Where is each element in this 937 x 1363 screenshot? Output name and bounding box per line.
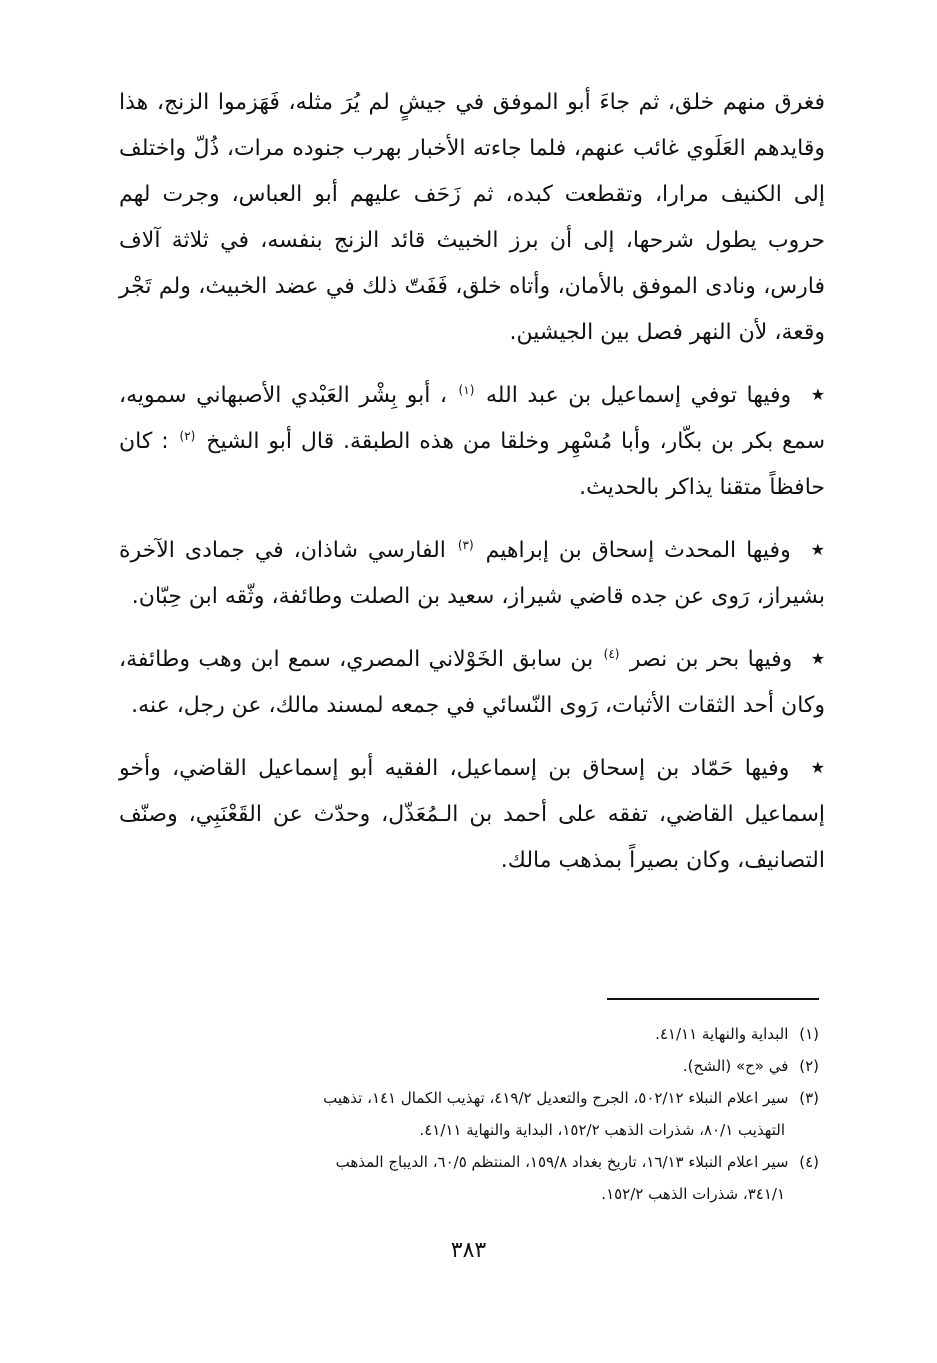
star-icon: ★ [810,649,826,668]
footnote-reference[interactable]: (١) [458,382,475,397]
paragraph-text: وفيها بحر بن نصر [629,647,793,672]
paragraph-text: فغرق منهم خلق، ثم جاءَ أبو الموفق في جيشٍ لم يُرَ مثله، فَهَزموا الزنج، هذا وقايدهم العَلَوي غائب عنهم، فلما جاءته الأخبار بهرب جنوده مرات، ذُلّ واختلف إلى الكنيف مرارا، وتقطعت كبده، ثم زَحَف عليهم أبو العباس، وجرت لهم حروب يطول شرحها، إلى أن برز الخبيث قائد الزنج بنفسه، في ثلاثة آلاف فارس، ونادى الموفق بالأمان، وأتاه خلق، فَفَتّ ذلك في عضد الخبيث، ولم تَجْر وقعة، لأن النهر فصل بين الجيشين. [119,90,825,345]
footnote-continuation: التهذيب ٨٠/١، شذرات الذهب ١٥٢/٢، البداية والنهاية ٤١/١١. [419,1121,785,1139]
paragraph [119,636,825,729]
main-text [119,80,825,884]
paragraph [119,527,825,620]
paragraph-text: وفيها توفي إسماعيل بن عبد الله [485,383,792,408]
footnote-text: سير اعلام النبلاء ١٦/١٣، تاريخ بغداد ١٥٩/٨، المنتظم ٦٠/٥، الديباج المذهب [335,1153,789,1171]
footnote [119,1050,819,1082]
star-icon: ★ [810,540,825,559]
footnote-text: البداية والنهاية ٤١/١١. [655,1025,789,1043]
footnote [119,1146,819,1210]
paragraph-text: وفيها المحدث إسحاق بن إبراهيم [485,538,791,563]
footnote-reference[interactable]: (٣) [457,537,474,552]
paragraph-text: بن سابق الخَوْلاني المصري، سمع ابن وهب وطائفة، وكان أحد الثقات الأثبات، رَوى النّسائي في جمعه لمسند مالك، عن رجل، عنه. [119,647,825,718]
paragraph-text: وفيها حَمّاد بن إسحاق بن إسماعيل، الفقيه أبو إسماعيل القاضي، وأخو إسماعيل القاضي، تفقه على أحمد بن الـمُعَذّل، وحدّث عن القَعْنَبِي، وصنّف التصانيف، وكان بصيراً بمذهب مالك. [119,756,825,873]
footnote [119,1082,819,1146]
footnote-marker: (١) [799,1025,819,1043]
footnote-text: سير اعلام النبلاء ٥٠٢/١٢، الجرح والتعديل ٤١٩/٢، تهذيب الكمال ١٤١، تذهيب [323,1089,789,1107]
footnotes [119,1018,819,1210]
footnote-reference[interactable]: (٢) [179,428,196,443]
paragraph-text: ، أبو بِشْر العَبْدي الأصبهاني سمويه، سمع بكر بن بكّار، وأبا مُسْهِر وخلقا من هذه الطبقة. قال أبو الشيخ [119,383,825,454]
footnote-marker: (٢) [799,1057,819,1075]
paragraph [119,372,825,511]
footnote-marker: (٣) [799,1089,819,1107]
star-icon: ★ [810,758,825,777]
page-number: ٣٨٣ [450,1238,487,1263]
paragraph-text: الفارسي شاذان، في جمادى الآخرة بشيراز، رَوى عن جده قاضي شيراز، سعيد بن الصلت وطائفة، وثّقه ابن حِبّان. [119,538,825,609]
footnote-continuation: ٣٤١/١، شذرات الذهب ١٥٢/٢. [601,1185,785,1203]
paragraph-text: : كان حافظاً متقنا يذاكر بالحديث. [119,429,825,500]
footnote [119,1018,819,1050]
paragraph [119,745,825,884]
footnote-marker: (٤) [799,1153,819,1171]
footnote-reference[interactable]: (٤) [603,646,620,661]
star-icon: ★ [810,385,826,404]
footnote-text: في «ح» (الشح). [682,1057,789,1075]
paragraph [119,80,825,356]
footnote-divider [607,998,819,1000]
